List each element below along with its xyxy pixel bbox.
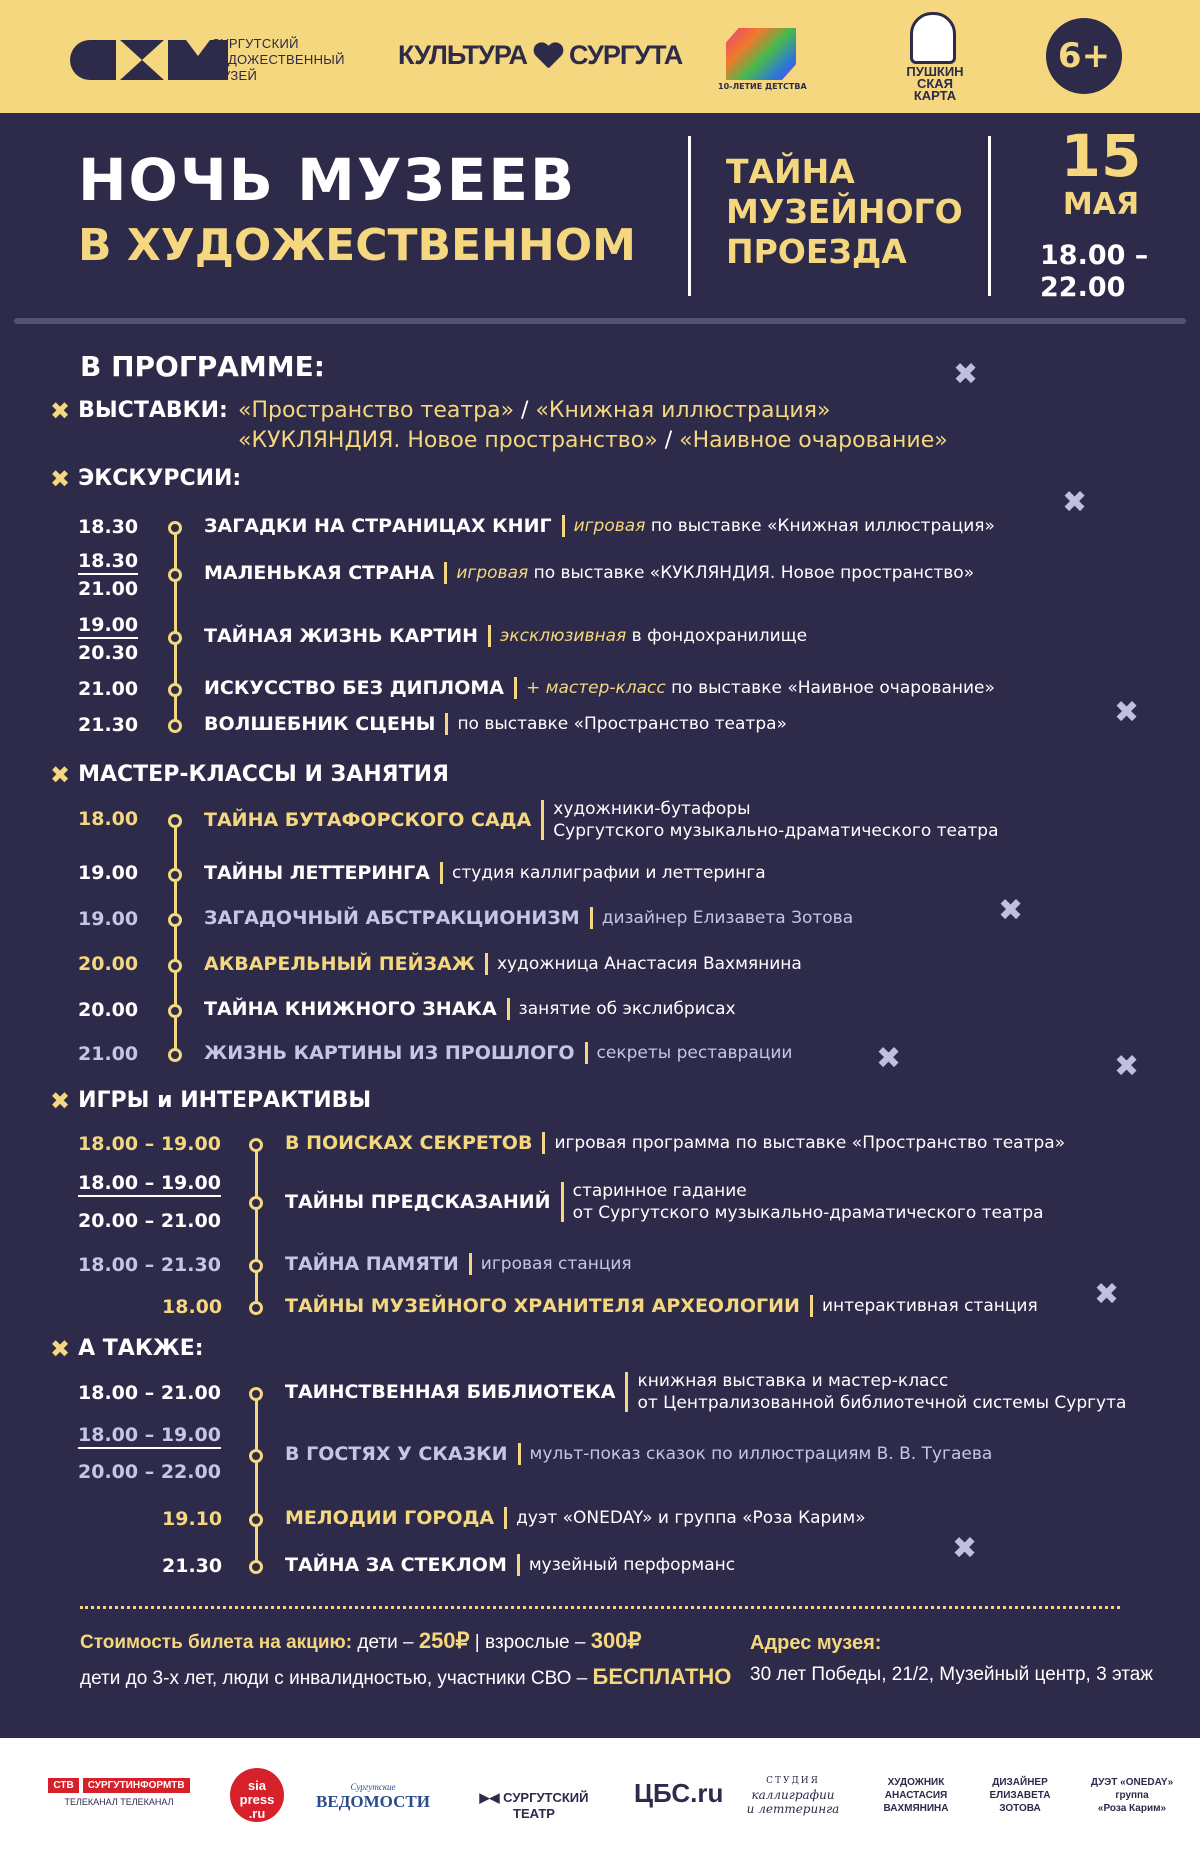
timeline-dot [168, 814, 182, 828]
event-date-day: 15 [1060, 122, 1142, 190]
heart-icon [533, 41, 563, 71]
timeline-dot [168, 683, 182, 697]
timeline-line [255, 1396, 258, 1566]
timeline-dot [249, 1196, 263, 1210]
address-label: Адрес музея: [750, 1632, 882, 1654]
stv-surgutinform-logo: СТВ СУРГУТИНФОРМТВ ТЕЛЕКАНАЛ ТЕЛЕКАНАЛ [28, 1778, 210, 1807]
event-subtitle: В ХУДОЖЕСТВЕННОМ [78, 220, 636, 271]
cross-bullet-icon: ✖ [50, 1334, 71, 1363]
museum-logo [70, 40, 228, 80]
event-time: 18.30 [78, 516, 139, 538]
event-theme: ТАЙНА МУЗЕЙНОГО ПРОЕЗДА [726, 152, 963, 271]
partners-footer [0, 1738, 1200, 1856]
event-time: 21.00 [78, 1043, 139, 1065]
header-bar [0, 0, 1200, 113]
event-item: ТАЙНЫ ЛЕТТЕРИНГА студия каллиграфии и леттеринга [204, 862, 766, 884]
timeline-dot [249, 1301, 263, 1315]
event-item: ВОЛШЕБНИК СЦЕНЫ по выставке «Пространство театра» [204, 713, 787, 735]
timeline-dot [249, 1513, 263, 1527]
event-time: 21.00 [78, 678, 139, 700]
event-item: ТАЙНА ЗА СТЕКЛОМ музейный перформанс [285, 1554, 736, 1576]
pushkin-bust-icon [910, 12, 956, 64]
cross-decoration-icon: ✖ [953, 357, 979, 392]
designer-credit: ДИЗАЙНЕР ЕЛИЗАВЕТА ЗОТОВА [989, 1777, 1051, 1814]
timeline-dot [168, 631, 182, 645]
section-masterclasses: ✖ МАСТЕР-КЛАССЫ И ЗАНЯТИЯ [50, 760, 449, 789]
section-also: ✖ А ТАКЖЕ: [50, 1334, 204, 1363]
event-item: ЖИЗНЬ КАРТИНЫ ИЗ ПРОШЛОГО секреты реставрации [204, 1042, 793, 1064]
event-item: В ПОИСКАХ СЕКРЕТОВ игровая программа по выставке «Пространство театра» [285, 1132, 1066, 1154]
event-item: ЗАГАДКИ НА СТРАНИЦАХ КНИГ игровая по выставке «Книжная иллюстрация» [204, 515, 995, 537]
event-time: 19.00 [78, 862, 139, 884]
timeline-dot [249, 1449, 263, 1463]
timeline-dot [168, 913, 182, 927]
event-item: ЗАГАДОЧНЫЙ АБСТРАКЦИОНИЗМ дизайнер Елизавета Зотова [204, 907, 854, 929]
section-divider [14, 318, 1186, 324]
event-time: 18.00 – 21.00 [78, 1382, 221, 1404]
timeline-dot [249, 1560, 263, 1574]
event-item: ТАИНСТВЕННАЯ БИБЛИОТЕКА книжная выставка и мастер-класс от Централизованной библиотечной системы Сургута [285, 1371, 1127, 1413]
event-time: 18.00 – 19.00 [78, 1133, 221, 1155]
cross-decoration-icon: ✖ [1094, 1277, 1120, 1312]
cross-decoration-icon: ✖ [952, 1531, 978, 1566]
event-time: 18.30 [78, 550, 138, 575]
event-time: 20.00 – 22.00 [78, 1461, 221, 1483]
event-time: 21.00 [78, 578, 139, 600]
cross-bullet-icon: ✖ [50, 1086, 71, 1115]
event-item: МАЛЕНЬКАЯ СТРАНА игровая по выставке «КУКЛЯНДИЯ. Новое пространство» [204, 562, 975, 584]
culture-of-surgut-logo: КУЛЬТУРА СУРГУТА [398, 40, 683, 70]
event-item: ТАЙНЫ ПРЕДСКАЗАНИЙ старинное гадание от Сургутского музыкально-драматического театра [285, 1181, 1044, 1223]
artist-credit: ХУДОЖНИК АНАСТАСИЯ ВАХМЯНИНА [883, 1777, 949, 1814]
surgut-theatre-logo: ▶◀ СУРГУТСКИЙ ТЕАТР [479, 1790, 589, 1821]
ticket-price: Стоимость билета на акцию: дети – 250₽ | взрослые – 300₽ [80, 1628, 642, 1653]
event-time: 20.00 [78, 953, 139, 975]
cross-decoration-icon: ✖ [998, 893, 1024, 928]
calligraphy-studio-logo: СТУДИЯ каллиграфии и леттеринга [746, 1776, 840, 1816]
event-item: ТАЙНА КНИЖНОГО ЗНАКА занятие об экслибрисах [204, 998, 736, 1020]
cross-bullet-icon: ✖ [50, 760, 71, 789]
vedomosti-logo: Сургутские ВЕДОМОСТИ [316, 1782, 430, 1811]
section-games: ✖ ИГРЫ и ИНТЕРАКТИВЫ [50, 1086, 372, 1115]
pushkin-card-logo: ПУШКИН СКАЯ КАРТА [888, 12, 984, 102]
theatre-mask-icon: ▶◀ [479, 1790, 504, 1805]
event-item: ТАЙНА БУТАФОРСКОГО САДА художники-бутафоры Сургутского музыкально-драматического театра [204, 799, 999, 841]
event-item: В ГОСТЯХ У СКАЗКИ мульт-показ сказок по иллюстрациям В. В. Тугаева [285, 1443, 993, 1465]
timeline-dot [168, 1004, 182, 1018]
event-time: 18.00 – 21.30 [78, 1254, 221, 1276]
event-time: 20.00 [78, 999, 139, 1021]
event-time: 19.10 [162, 1508, 223, 1530]
event-item: ТАЙНАЯ ЖИЗНЬ КАРТИН эксклюзивная в фондохранилище [204, 625, 808, 647]
timeline-line [174, 528, 177, 728]
event-time: 20.30 [78, 642, 139, 664]
event-time: 18.00 – 22.00 [1040, 240, 1149, 303]
free-admission-note: дети до 3-х лет, люди с инвалидностью, участники СВО – БЕСПЛАТНО [80, 1664, 732, 1689]
hero-divider [688, 136, 691, 296]
library-system-logo: ЦБС.ru [634, 1778, 724, 1808]
hero-divider [988, 136, 991, 296]
cross-decoration-icon: ✖ [876, 1041, 902, 1076]
event-time: 19.00 [78, 908, 139, 930]
event-title: НОЧЬ МУЗЕЕВ [78, 146, 577, 214]
address-value: 30 лет Победы, 21/2, Музейный центр, 3 этаж [750, 1664, 1153, 1685]
cross-decoration-icon: ✖ [1114, 695, 1140, 730]
age-rating-badge: 6+ [1046, 18, 1122, 94]
childhood-decade-logo: 10-ЛЕТИЕ ДЕТСТВА [718, 28, 802, 92]
event-item: ТАЙНА ПАМЯТИ игровая станция [285, 1253, 632, 1275]
exhibitions-line-1: «Пространство театра» / «Книжная иллюстрация» [238, 398, 831, 423]
cube-icon [726, 28, 796, 80]
event-time: 21.30 [78, 714, 139, 736]
section-excursions: ✖ ЭКСКУРСИИ: [50, 464, 242, 493]
event-time: 18.00 – 19.00 [78, 1172, 221, 1197]
cross-decoration-icon: ✖ [1114, 1049, 1140, 1084]
timeline-line [255, 1148, 258, 1308]
event-item: МЕЛОДИИ ГОРОДА дуэт «ONEDAY» и группа «Роза Карим» [285, 1507, 866, 1529]
timeline-dot [168, 868, 182, 882]
event-date-month: МАЯ [1062, 187, 1140, 222]
museum-logo-text: СУРГУТСКИЙ ХУДОЖЕСТВЕННЫЙ МУЗЕЙ [211, 36, 345, 83]
event-item: АКВАРЕЛЬНЫЙ ПЕЙЗАЖ художница Анастасия Вахмянина [204, 953, 802, 975]
timeline-dot [168, 1048, 182, 1062]
event-item: ТАЙНЫ МУЗЕЙНОГО ХРАНИТЕЛЯ АРХЕОЛОГИИ интерактивная станция [285, 1295, 1038, 1317]
duet-credit: ДУЭТ «ONEDAY» группа «Роза Карим» [1090, 1777, 1174, 1814]
timeline-dot [249, 1387, 263, 1401]
event-time: 19.00 [78, 614, 138, 639]
event-time: 20.00 – 21.00 [78, 1210, 221, 1232]
event-time: 21.30 [162, 1555, 223, 1577]
program-heading: В ПРОГРАММЕ: [80, 350, 325, 383]
event-item: ИСКУССТВО БЕЗ ДИПЛОМА + мастер-класс по выставке «Наивное очарование» [204, 677, 995, 699]
timeline-dot [168, 521, 182, 535]
timeline-dot [168, 959, 182, 973]
dotted-divider [80, 1606, 1120, 1609]
siapress-logo: sia press .ru [230, 1768, 284, 1822]
event-time: 18.00 [78, 808, 139, 830]
cross-decoration-icon: ✖ [1062, 485, 1088, 520]
cross-bullet-icon: ✖ [50, 396, 71, 425]
cross-bullet-icon: ✖ [50, 464, 71, 493]
timeline-dot [168, 719, 182, 733]
section-exhibitions: ✖ ВЫСТАВКИ: [50, 396, 228, 425]
timeline-dot [249, 1138, 263, 1152]
timeline-dot [168, 568, 182, 582]
event-time: 18.00 [162, 1296, 223, 1318]
event-time: 18.00 – 19.00 [78, 1424, 221, 1449]
exhibitions-line-2: «КУКЛЯНДИЯ. Новое пространство» / «Наивное очарование» [238, 428, 948, 453]
timeline-dot [249, 1259, 263, 1273]
